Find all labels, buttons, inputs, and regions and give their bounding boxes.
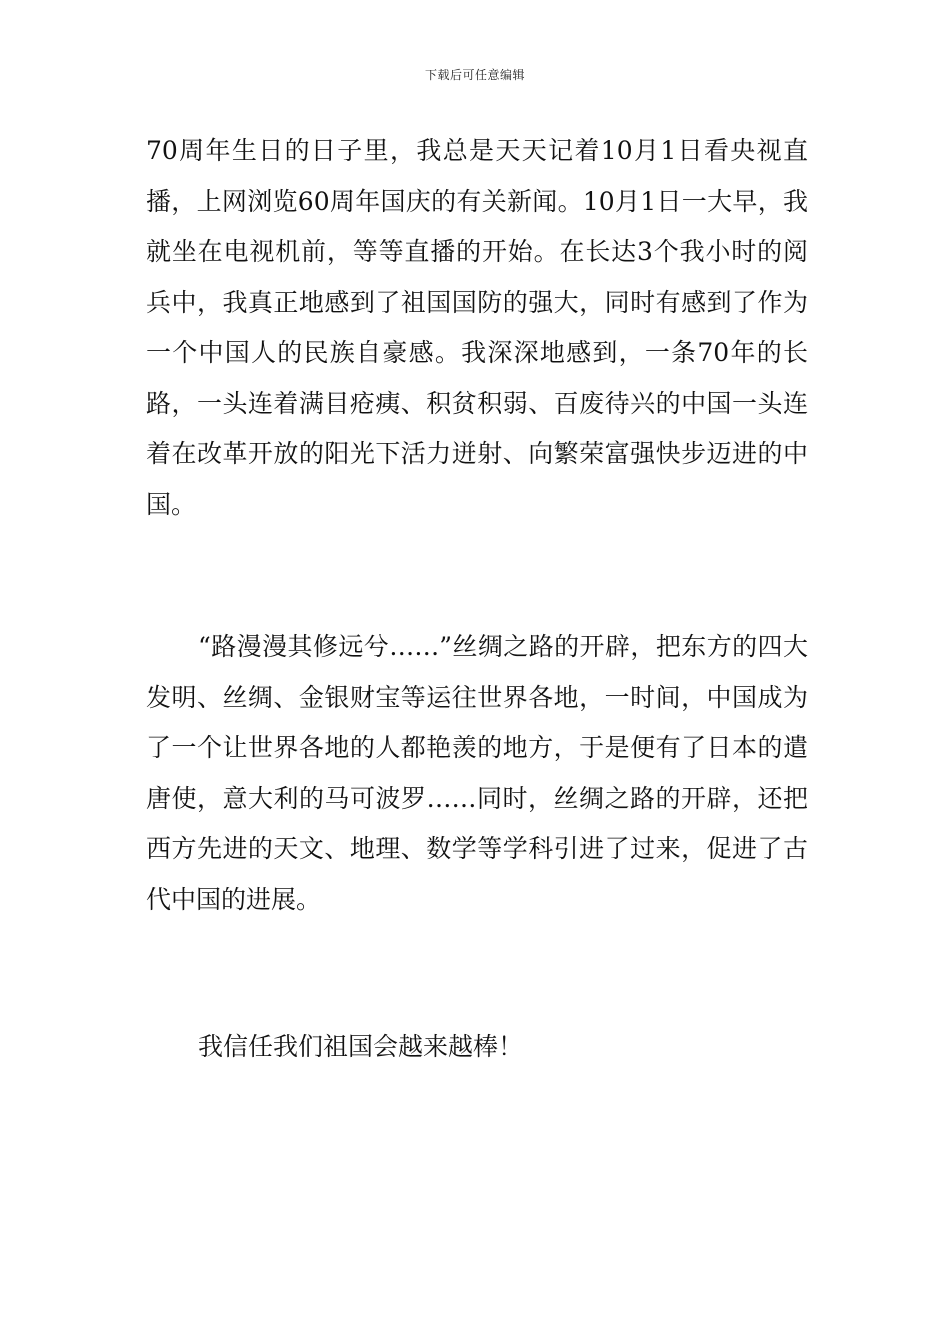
paragraph-silk-road: “路漫漫其修远兮……”丝绸之路的开辟，把东方的四大发明、丝绸、金银财宝等运往世界各地，一时间，中国成为了一个让世界各地的人都艳羡的地方，于是便有了日本的遣唐使，意大利的马可波罗……同时，丝绸之路的开辟，还把西方先进的天文、地理、数学等学科引进了过来，促进了古代中国的进展。: [146, 632, 808, 914]
paragraph-national-day: 70周年生日的日子里，我总是天天记着10月1日看央视直播，上网浏览60周年国庆的有关新闻。10月1日一大早，我就坐在电视机前，等等直播的开始。在长达3个我小时的阅兵中，我真正地感到了祖国国防的强大，同时有感到了作为一个中国人的民族自豪感。我深深地感到，一条70年的长路，一头连着满目疮痍、积贫积弱、百废待兴的中国一头连着在改革开放的阳光下活力迸射、向繁荣富强快步迈进的中国。: [146, 136, 808, 519]
page-header-note: 下载后可任意编辑: [424, 68, 525, 82]
paragraph-closing: 我信任我们祖国会越来越棒！: [198, 1032, 524, 1061]
